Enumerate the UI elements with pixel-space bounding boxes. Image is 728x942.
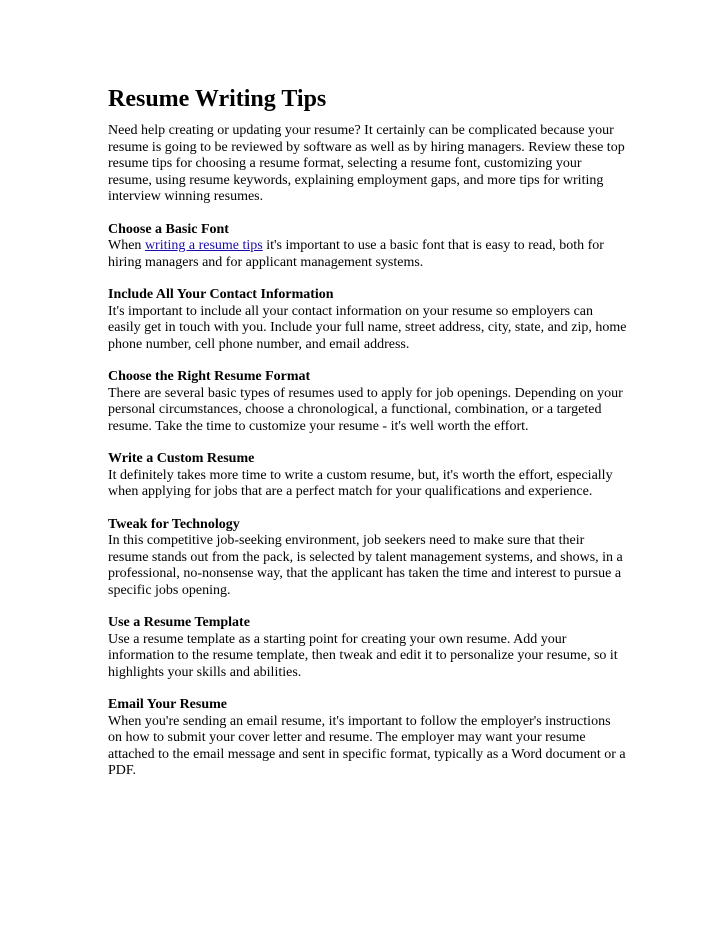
section-heading: Tweak for Technology (108, 516, 240, 532)
section-contact-information (108, 287, 628, 353)
intro-paragraph: Need help creating or updating your resume? It certainly can be complicated because your resume is going to be reviewed by software as well as by hiring managers. Review these top resume tips for choosing a resume format, selecting a resume font, customizing your resume, using resume keywords, explaining employment gaps, and more tips for writing interview winning resumes. (108, 123, 625, 204)
section-heading: Choose the Right Resume Format (108, 369, 311, 384)
section-body: In this competitive job-seeking environment, job seekers need to make sure that their resume stands out from the pack, is selected by talent management systems, and shows, in a professional, no-nonsense way, that the applicant has taken the time and interest to pursue a specific jobs opening. (108, 533, 623, 598)
section-body: It definitely takes more time to write a custom resume, but, it's worth the effort, especially when applying for jobs that are a perfect match for your qualifications and experience. (108, 467, 613, 499)
section-heading: Write a Custom Resume (108, 451, 255, 466)
document-title: Resume Writing Tips (108, 86, 327, 112)
section-body: Use a resume template as a starting point for creating your own resume. Add your information to the resume template, then tweak and edit it to personalize your resume, so it highlights your skills and abilities. (108, 631, 618, 680)
section-custom-resume (108, 451, 628, 501)
section-heading: Email Your Resume (108, 697, 227, 712)
section-body: There are several basic types of resumes used to apply for job openings. Depending on your personal circumstances, choose a chronological, a functional, combination, or a targeted resume. Take the time to customize your resume - it's well worth the effort. (108, 385, 623, 434)
section-heading: Include All Your Contact Information (108, 287, 334, 302)
section-heading: Choose a Basic Font (108, 221, 229, 237)
section-body: It's important to include all your contact information on your resume so employers can easily get in touch with you. Include your full name, street address, city, state, and zip, home phone number, cell phone number, and email address. (108, 303, 627, 352)
section-tweak-technology (108, 517, 628, 600)
section-email-resume (108, 697, 628, 780)
section-body (108, 238, 628, 271)
section-basic-font (108, 222, 628, 272)
section-body-text: When (108, 238, 145, 253)
document-page (108, 84, 628, 796)
section-body: When you're sending an email resume, it's important to follow the employer's instructions on how to submit your cover letter and resume. The employer may want your resume attached to the email message and sent in specific format, typically as a Word document or a PDF. (108, 713, 626, 778)
section-resume-template (108, 615, 628, 681)
section-resume-format (108, 369, 628, 435)
writing-resume-tips-link[interactable]: writing a resume tips (144, 238, 263, 253)
section-heading: Use a Resume Template (108, 615, 250, 630)
section-body-text: it's important to use a basic font that is easy to read, both for hiring managers and for applicant management systems. (108, 238, 604, 270)
